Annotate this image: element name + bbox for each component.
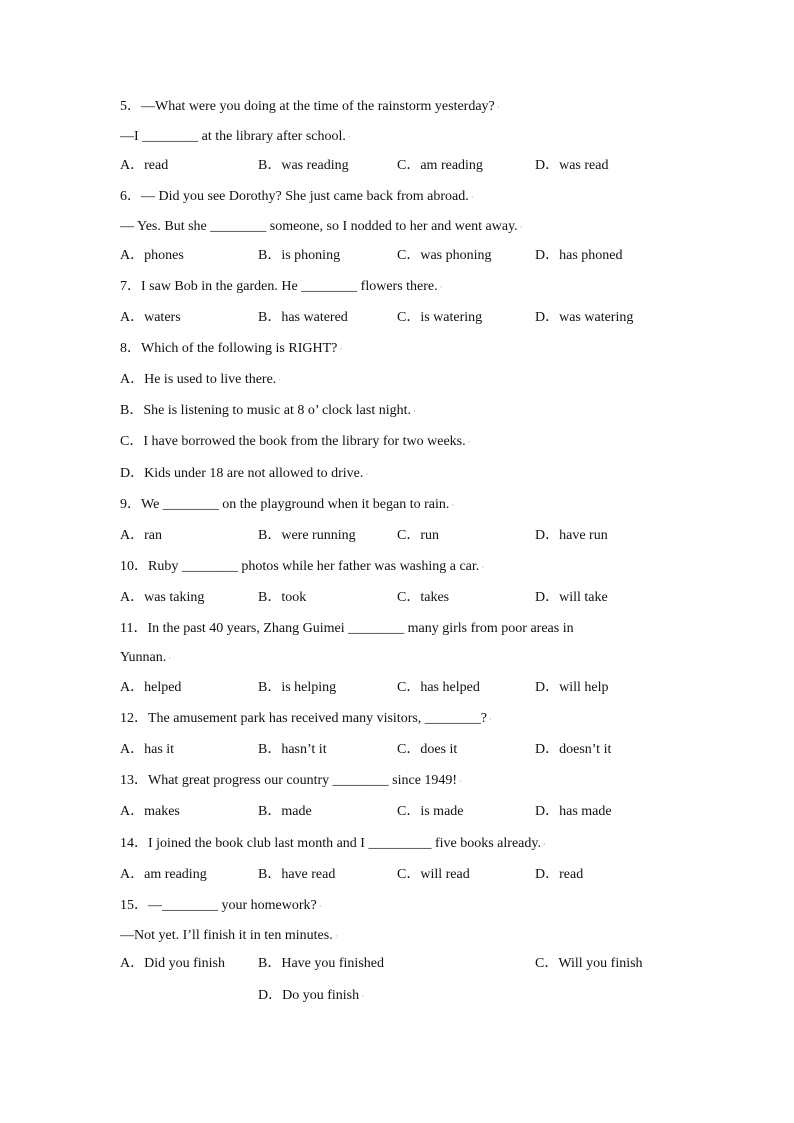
- option-a: A．ran: [120, 528, 162, 543]
- question-10-options: [120, 589, 680, 607]
- option-a: A．waters: [120, 310, 181, 325]
- option-d: D．have run: [535, 528, 608, 543]
- option-a: A．makes: [120, 804, 180, 819]
- option-b: B．made: [258, 804, 312, 819]
- option-c: C．am reading: [397, 158, 483, 173]
- question-15-reply: —Not yet. I’ll finish it in ten minutes. ·: [120, 928, 338, 943]
- option-d: D．was read: [535, 158, 609, 173]
- question-5-options: [120, 157, 680, 175]
- option-b: B．have read: [258, 867, 336, 882]
- option-c: C．takes: [397, 590, 450, 605]
- question-5-reply: —I ________ at the library after school. ·: [120, 129, 351, 144]
- option-d: D．was watering: [535, 310, 634, 325]
- question-15-stem: 15．—________ your homework? ·: [120, 898, 322, 913]
- option-d: D．will help: [535, 680, 609, 695]
- question-8-option-c: C．I have borrowed the book from the library for two weeks. ·: [120, 434, 471, 449]
- question-9-stem: 9．We ________ on the playground when it began to rain. ·: [120, 497, 455, 512]
- option-c: C．was phoning: [397, 248, 492, 263]
- option-a: A．am reading: [120, 867, 207, 882]
- question-12-options: [120, 741, 680, 759]
- option-c: C．has helped: [397, 680, 480, 695]
- question-8-option-d: D．Kids under 18 are not allowed to drive. ·: [120, 466, 369, 481]
- option-d: D．Do you finish ·: [258, 988, 365, 1003]
- question-11-stem-cont: Yunnan. ·: [120, 650, 172, 665]
- question-13-options: [120, 803, 680, 821]
- option-c: C．run: [397, 528, 439, 543]
- option-b: B．is helping: [258, 680, 337, 695]
- option-c: C．Will you finish: [535, 956, 643, 971]
- question-15-options-row1: [120, 955, 680, 973]
- question-7-stem: 7．I saw Bob in the garden. He ________ flowers there. ·: [120, 279, 443, 294]
- question-13-stem: 13．What great progress our country ________ since 1949! ·: [120, 773, 463, 788]
- option-a: A．Did you finish: [120, 956, 225, 971]
- option-a: A．has it: [120, 742, 175, 757]
- option-a: A．was taking: [120, 590, 205, 605]
- option-b: B．hasn’t it: [258, 742, 327, 757]
- question-10-stem: 10．Ruby ________ photos while her father was washing a car. ·: [120, 559, 485, 574]
- option-b: B．Have you finished: [258, 956, 384, 971]
- option-b: B．took: [258, 590, 307, 605]
- question-11-options: [120, 679, 680, 697]
- question-11-stem: 11．In the past 40 years, Zhang Guimei ________ many girls from poor areas in: [120, 621, 574, 636]
- option-d: D．read: [535, 867, 584, 882]
- question-14-options: [120, 866, 680, 884]
- option-d: D．has phoned: [535, 248, 623, 263]
- question-8-option-a: A．He is used to live there. ·: [120, 372, 282, 387]
- option-a: A．read: [120, 158, 169, 173]
- option-b: B．is phoning: [258, 248, 341, 263]
- option-c: C．is watering: [397, 310, 483, 325]
- question-7-options: [120, 309, 680, 327]
- option-d: D．will take: [535, 590, 608, 605]
- question-14-stem: 14．I joined the book club last month and I _________ five books already. ·: [120, 836, 546, 851]
- question-6-reply: — Yes. But she ________ someone, so I nodded to her and went away. ·: [120, 219, 523, 234]
- option-d: D．has made: [535, 804, 612, 819]
- option-d: D．doesn’t it: [535, 742, 612, 757]
- option-a: A．helped: [120, 680, 182, 695]
- question-15-options-row2: [120, 987, 680, 1005]
- option-b: B．were running: [258, 528, 356, 543]
- option-c: C．will read: [397, 867, 470, 882]
- option-b: B．has watered: [258, 310, 348, 325]
- question-9-options: [120, 527, 680, 545]
- question-12-stem: 12．The amusement park has received many visitors, ________? ·: [120, 711, 493, 726]
- option-c: C．does it: [397, 742, 458, 757]
- question-6-stem: 6．— Did you see Dorothy? She just came back from abroad. ·: [120, 189, 474, 204]
- option-c: C．is made: [397, 804, 464, 819]
- question-8-stem: 8．Which of the following is RIGHT? ·: [120, 341, 343, 356]
- question-8-option-b: B．She is listening to music at 8 o’ clock last night. ·: [120, 403, 416, 418]
- question-5-stem: 5．—What were you doing at the time of the rainstorm yesterday? ·: [120, 99, 500, 114]
- option-a: A．phones: [120, 248, 184, 263]
- question-6-options: [120, 247, 680, 265]
- option-b: B．was reading: [258, 158, 349, 173]
